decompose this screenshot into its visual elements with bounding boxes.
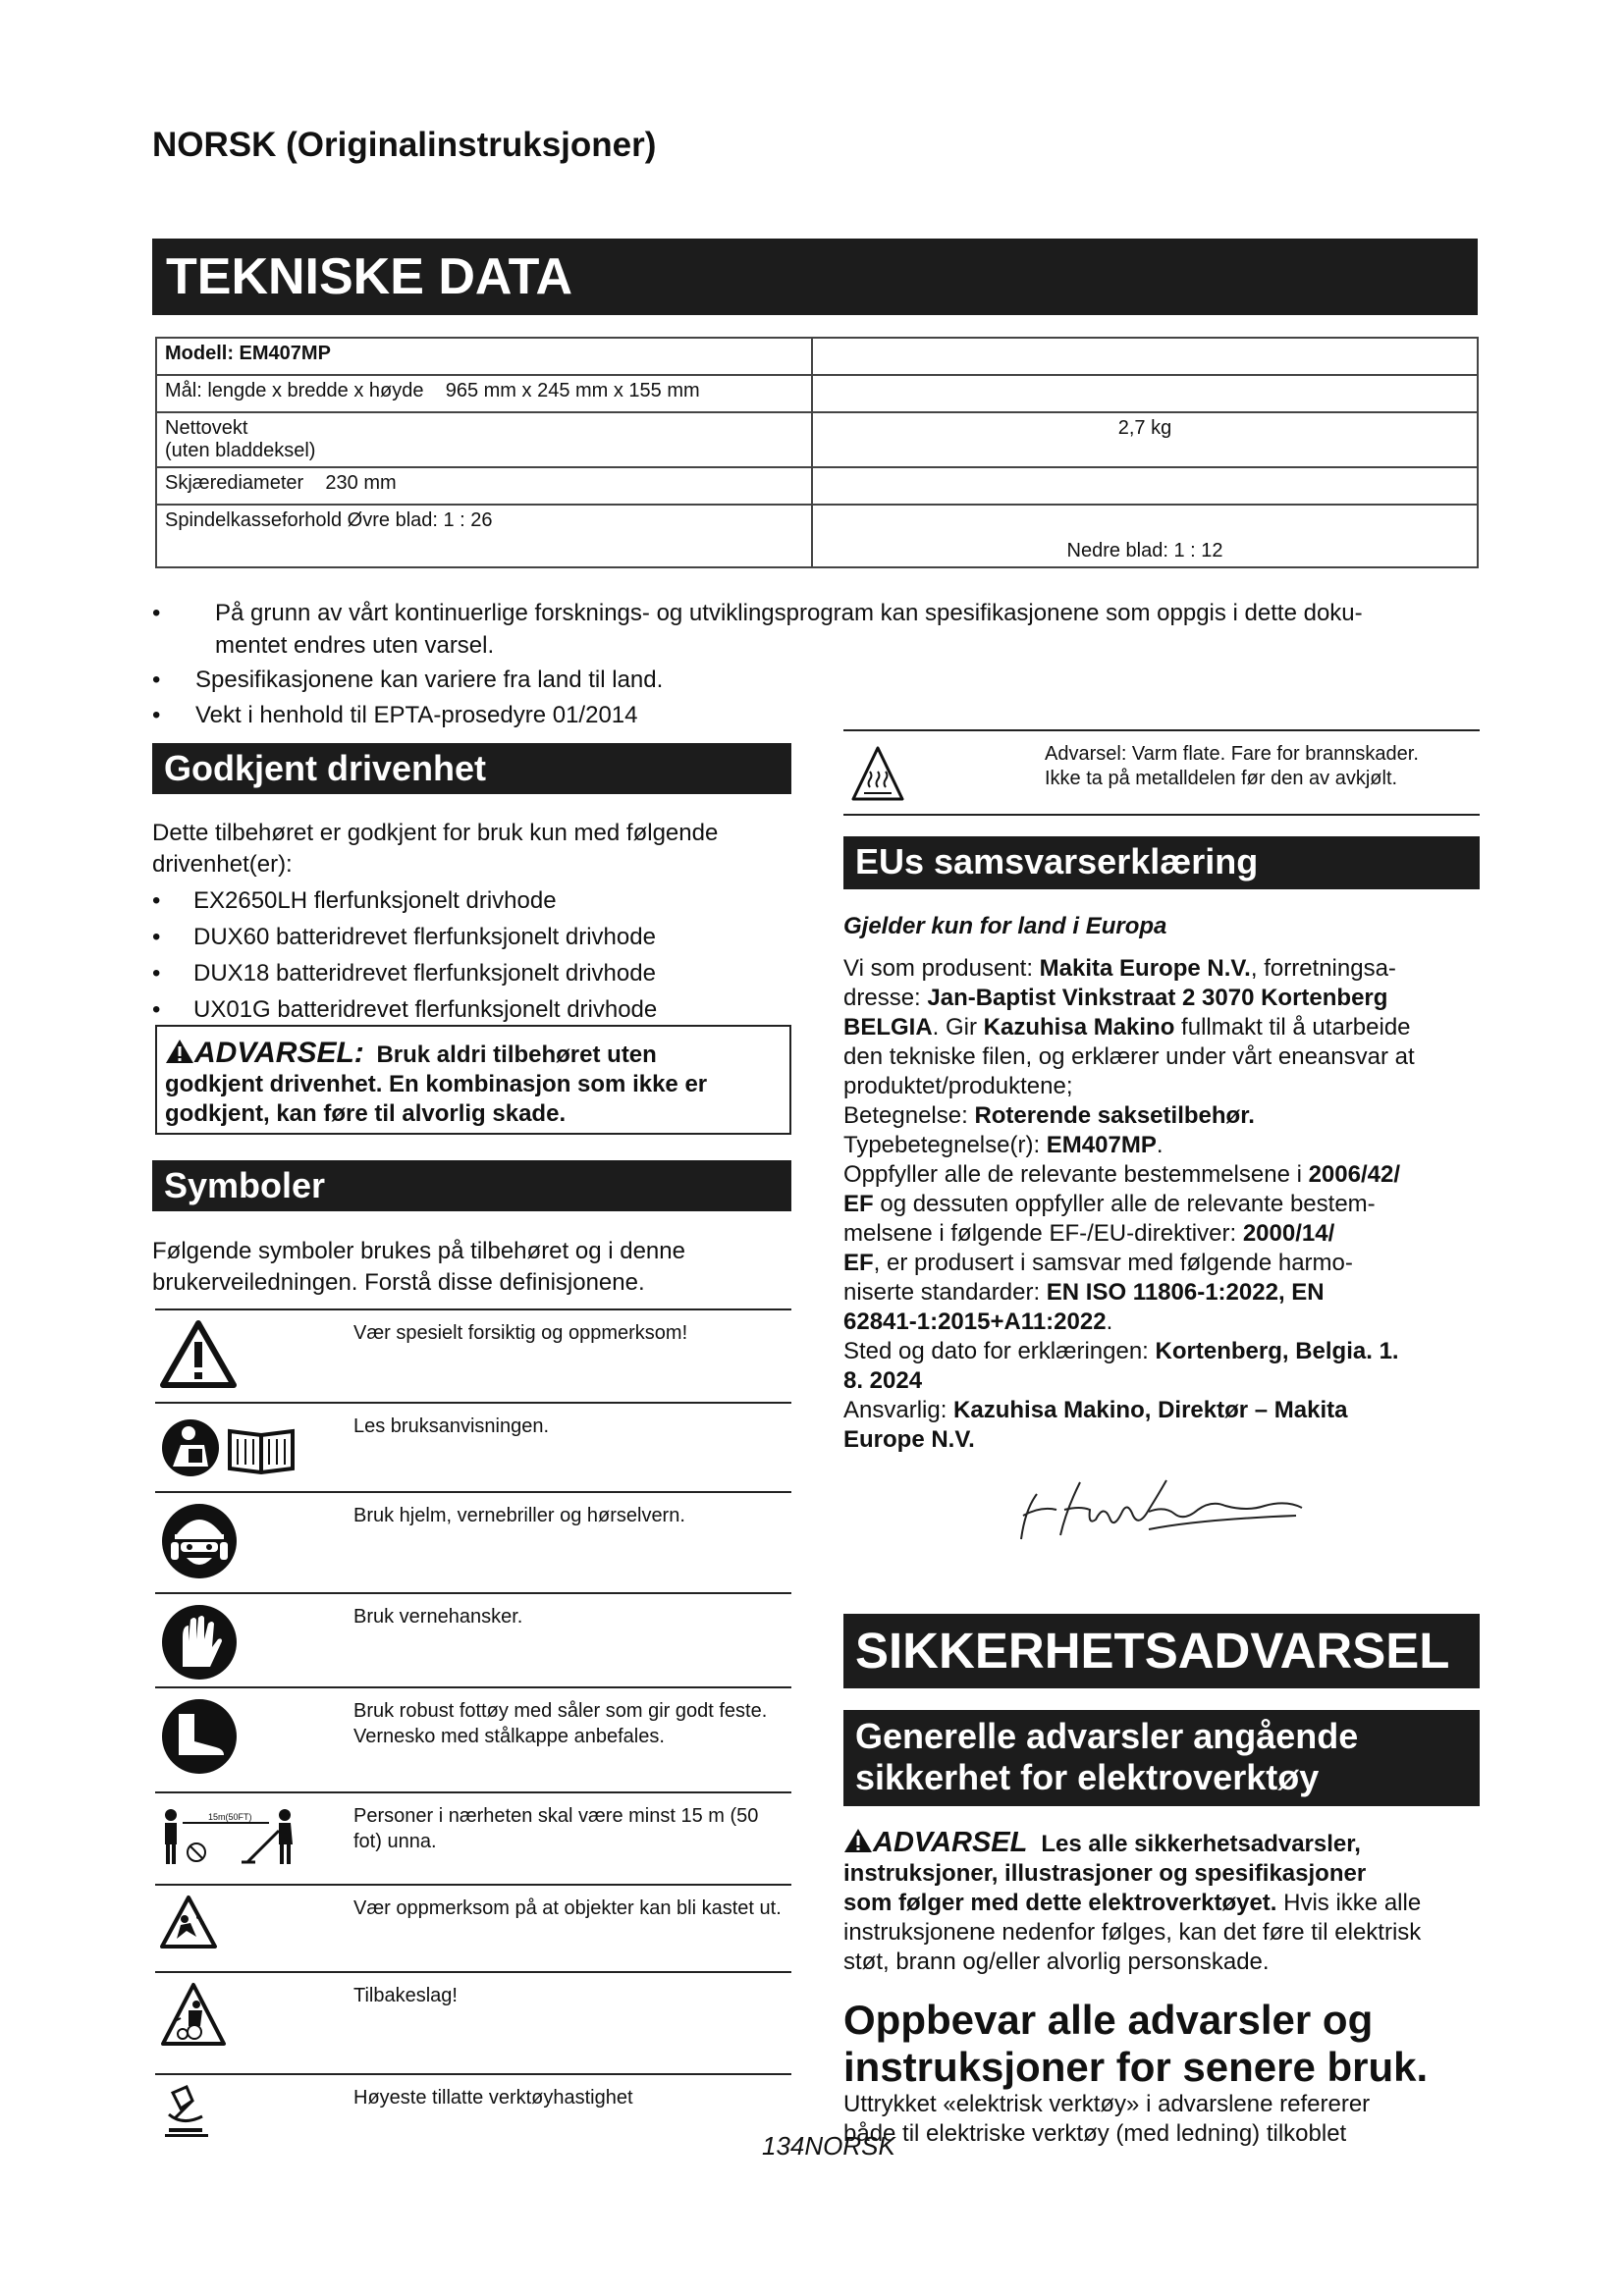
spec-value (812, 338, 1478, 375)
note-line: På grunn av vårt kontinuerlige forsknings- og utviklingsprogram kan spesifikasjonene som oppgis i dette doku- (215, 600, 1363, 626)
intro-line: Dette tilbehøret er godkjent for bruk kun med følgende (152, 820, 719, 846)
symbol-row (155, 1973, 791, 2075)
authorized-person: Kazuhisa Makino (983, 1014, 1175, 1041)
approved-drive-heading: Godkjent drivenhet (152, 743, 791, 794)
spec-note-2: • Spesifikasjonene kan variere fra land til land. (152, 667, 664, 693)
spec-label: Nettovekt (165, 417, 248, 439)
list-item: • EX2650LH flerfunksjonelt drivhode (152, 887, 557, 914)
table-row (156, 467, 1478, 505)
symbol-row (155, 1688, 791, 1793)
distance-label: 15m(50FT) (208, 1812, 252, 1822)
table-row (156, 412, 1478, 467)
keep-distance-icon (159, 1801, 306, 1870)
heading-line: instruksjoner for senere bruk. (843, 2044, 1429, 2090)
intro-line: brukerveiledningen. Forstå disse definisjonene. (152, 1269, 645, 1296)
manufacturer-name: Makita Europe N.V. (1039, 955, 1251, 982)
warning-text: Bruk aldri tilbehøret uten (376, 1041, 657, 1068)
symbol-row (155, 2075, 791, 2148)
hot-surface-icon (850, 744, 905, 803)
approved-drive-warning (155, 1025, 791, 1135)
spec-value: 2,7 kg (812, 412, 1478, 467)
drive-unit-list (152, 882, 800, 1028)
list-item: • DUX60 batteridrevet flerfunksjonelt drivhode (152, 924, 656, 950)
symbol-text: Høyeste tillatte verktøyhastighet (353, 2087, 633, 2109)
safety-boots-icon (159, 1696, 240, 1777)
spec-value (812, 467, 1478, 505)
eu-text: Typebetegnelse(r): (843, 1132, 1047, 1158)
eu-text: og dessuten oppfyller alle de relevante bestem- (873, 1191, 1376, 1217)
warning-text: instruksjonene nedenfor følges, kan det føre til elektrisk (843, 1919, 1422, 1946)
keep-instructions-heading (843, 1997, 1491, 2091)
warning-label: ADVARSEL (873, 1827, 1028, 1858)
eu-text: den tekniske filen, og erklærer under vårt eneansvar at (843, 1043, 1415, 1070)
eu-text: niserte standarder: (843, 1279, 1047, 1306)
symbol-text: Tilbakeslag! (353, 1985, 458, 2006)
warning-text: godkjent drivenhet. En kombinasjon som ikke er (165, 1071, 708, 1097)
warning-text: Les alle sikkerhetsadvarsler, (1041, 1831, 1361, 1857)
note-line: mentet endres uten varsel. (215, 632, 495, 659)
spec-label: Skjærediameter 230 mm (156, 467, 812, 505)
symbol-row (155, 1310, 791, 1404)
body-text: Uttrykket «elektrisk verktøy» i advarslene refererer (843, 2091, 1371, 2117)
eu-text: melsene i følgende EF-/EU-direktiver: (843, 1220, 1243, 1247)
max-speed-icon (159, 2083, 218, 2142)
warning-text: som følger med dette elektroverktøyet. (843, 1890, 1277, 1916)
power-tool-definition (843, 2090, 1480, 2149)
symbols-intro (152, 1236, 800, 1299)
declaration-place-date: Kortenberg, Belgia. 1. (1155, 1338, 1399, 1364)
declaration-place-date: 8. 2024 (843, 1367, 923, 1394)
eu-text: Ansvarlig: (843, 1397, 954, 1423)
hot-surface-bottom-rule (843, 814, 1480, 816)
eu-text: . (1106, 1308, 1113, 1335)
eu-text: Sted og dato for erklæringen: (843, 1338, 1156, 1364)
thrown-objects-icon (159, 1894, 218, 1952)
manufacturer-address: Jan-Baptist Vinkstraat 2 3070 Kortenberg (927, 985, 1388, 1011)
eu-text: . (1156, 1132, 1164, 1158)
intro-line: drivenhet(er): (152, 851, 293, 878)
symbol-text: Personer i nærheten skal være minst 15 m (50 fot) unna. (353, 1805, 759, 1852)
warning-triangle-icon (843, 1828, 873, 1853)
warning-text: støt, brann og/eller alvorlig personskade. (843, 1949, 1270, 1975)
body-text: både til elektriske verktøy (med ledning) tilkoblet (843, 2120, 1347, 2147)
hot-surface-text: Ikke ta på metalldelen før den av avkjølt. (1045, 768, 1398, 789)
standards: EN ISO 11806-1:2022, EN (1046, 1279, 1325, 1306)
read-manual-icon (159, 1412, 297, 1480)
eu-declaration-heading: EUs samsvarserklæring (843, 836, 1480, 889)
hot-surface-top-rule (843, 729, 1480, 731)
designation: Roterende saksetilbehør. (974, 1102, 1255, 1129)
eu-text: Betegnelse: (843, 1102, 975, 1129)
symbol-text: Les bruksanvisningen. (353, 1415, 550, 1437)
eu-text: dresse: (843, 985, 928, 1011)
warning-triangle-icon (159, 1318, 238, 1389)
symbols-heading: Symboler (152, 1160, 791, 1211)
warning-text: instruksjoner, illustrasjoner og spesifikasjoner (843, 1860, 1367, 1887)
general-warnings-heading (843, 1710, 1480, 1806)
heading-line: sikkerhet for elektroverktøy (855, 1757, 1320, 1797)
note-line: Vekt i henhold til EPTA-prosedyre 01/2014 (195, 702, 638, 728)
tech-data-heading: TEKNISKE DATA (152, 239, 1478, 315)
eu-text: , er produsert i samsvar med følgende harmo- (873, 1250, 1353, 1276)
symbol-text: Bruk vernehansker. (353, 1606, 523, 1628)
directive: 2000/14/ (1242, 1220, 1335, 1247)
spec-value (812, 375, 1478, 412)
symbol-text: Bruk hjelm, vernebriller og hørselvern. (353, 1505, 685, 1526)
eu-text: produktet/produktene; (843, 1073, 1073, 1099)
type-designation: EM407MP (1046, 1132, 1157, 1158)
symbol-text: Bruk robust fottøy med såler som gir godt feste. Vernesko med stålkappe anbefales. (353, 1700, 768, 1747)
manufacturer-country: BELGIA (843, 1014, 933, 1041)
hot-surface-warning (1045, 742, 1419, 791)
eu-text: . Gir (932, 1014, 984, 1041)
standards: 62841-1:2015+A11:2022 (843, 1308, 1107, 1335)
gloves-icon (159, 1602, 240, 1682)
eu-text: Vi som produsent: (843, 955, 1040, 982)
note-line: Spesifikasjonene kan variere fra land til land. (195, 667, 664, 693)
symbol-row (155, 1404, 791, 1493)
tech-data-table (155, 337, 1479, 568)
kickback-icon (159, 1981, 228, 2050)
approved-drive-intro (152, 818, 800, 881)
signature (1001, 1470, 1316, 1549)
eu-text: fullmakt til å utarbeide (1174, 1014, 1411, 1041)
spec-label: Spindelkasseforhold Øvre blad: 1 : 26 (156, 505, 812, 567)
spec-label-cell (156, 412, 812, 467)
list-item: • UX01G batteridrevet flerfunksjonelt drivhode (152, 996, 658, 1023)
spec-label: Mål: lengde x bredde x høyde 965 mm x 245 mm x 155 mm (156, 375, 812, 412)
list-item: • DUX18 batteridrevet flerfunksjonelt drivhode (152, 960, 656, 987)
spec-label-note: (uten bladdeksel) (165, 440, 316, 461)
spec-label: Modell: EM407MP (156, 338, 812, 375)
warning-triangle-icon (165, 1039, 194, 1064)
spec-note-1: • På grunn av vårt kontinuerlige forsknings- og utviklingsprogram kan spesifikasjonene som oppgis i dette doku- mentet endres uten varsel. (152, 600, 1363, 659)
directive: EF (843, 1250, 874, 1276)
eu-applies-note: Gjelder kun for land i Europa (843, 913, 1167, 939)
eu-text: Oppfyller alle de relevante bestemmelsene i (843, 1161, 1309, 1188)
heading-line: Oppbevar alle advarsler og (843, 1997, 1374, 2043)
symbol-text: Vær oppmerksom på at objekter kan bli kastet ut. (353, 1897, 782, 1919)
spec-note-3: • Vekt i henhold til EPTA-prosedyre 01/2014 (152, 702, 638, 728)
helmet-goggles-earmuffs-icon (159, 1501, 240, 1581)
directive: 2006/42/ (1308, 1161, 1400, 1188)
responsible-person: Europe N.V. (843, 1426, 975, 1453)
warning-text: Hvis ikke alle (1276, 1890, 1422, 1916)
page-language-title: NORSK (Originalinstruksjoner) (152, 126, 657, 164)
page-footer: 134NORSK (762, 2131, 895, 2161)
symbol-row (155, 1793, 791, 1886)
safety-warning-text (843, 1828, 1480, 1977)
heading-line: Generelle advarsler angående (855, 1716, 1359, 1756)
responsible-person: Kazuhisa Makino, Direktør – Makita (953, 1397, 1348, 1423)
table-row (156, 338, 1478, 375)
symbol-row (155, 1886, 791, 1973)
intro-line: Følgende symboler brukes på tilbehøret og i denne (152, 1238, 685, 1264)
table-row (156, 375, 1478, 412)
directive: EF (843, 1191, 874, 1217)
symbol-row (155, 1594, 791, 1688)
eu-text: , forretningsa- (1250, 955, 1396, 982)
warning-label: ADVARSEL: (194, 1037, 364, 1069)
warning-text: godkjent, kan føre til alvorlig skade. (165, 1100, 567, 1127)
safety-warning-heading: SIKKERHETSADVARSEL (843, 1614, 1480, 1688)
symbol-row (155, 1493, 791, 1594)
spec-value: Nedre blad: 1 : 12 (812, 505, 1478, 567)
hot-surface-text: Advarsel: Varm flate. Fare for brannskader. (1045, 743, 1419, 765)
table-row (156, 505, 1478, 567)
eu-declaration-text (843, 954, 1480, 1455)
symbol-text: Vær spesielt forsiktig og oppmerksom! (353, 1322, 688, 1344)
